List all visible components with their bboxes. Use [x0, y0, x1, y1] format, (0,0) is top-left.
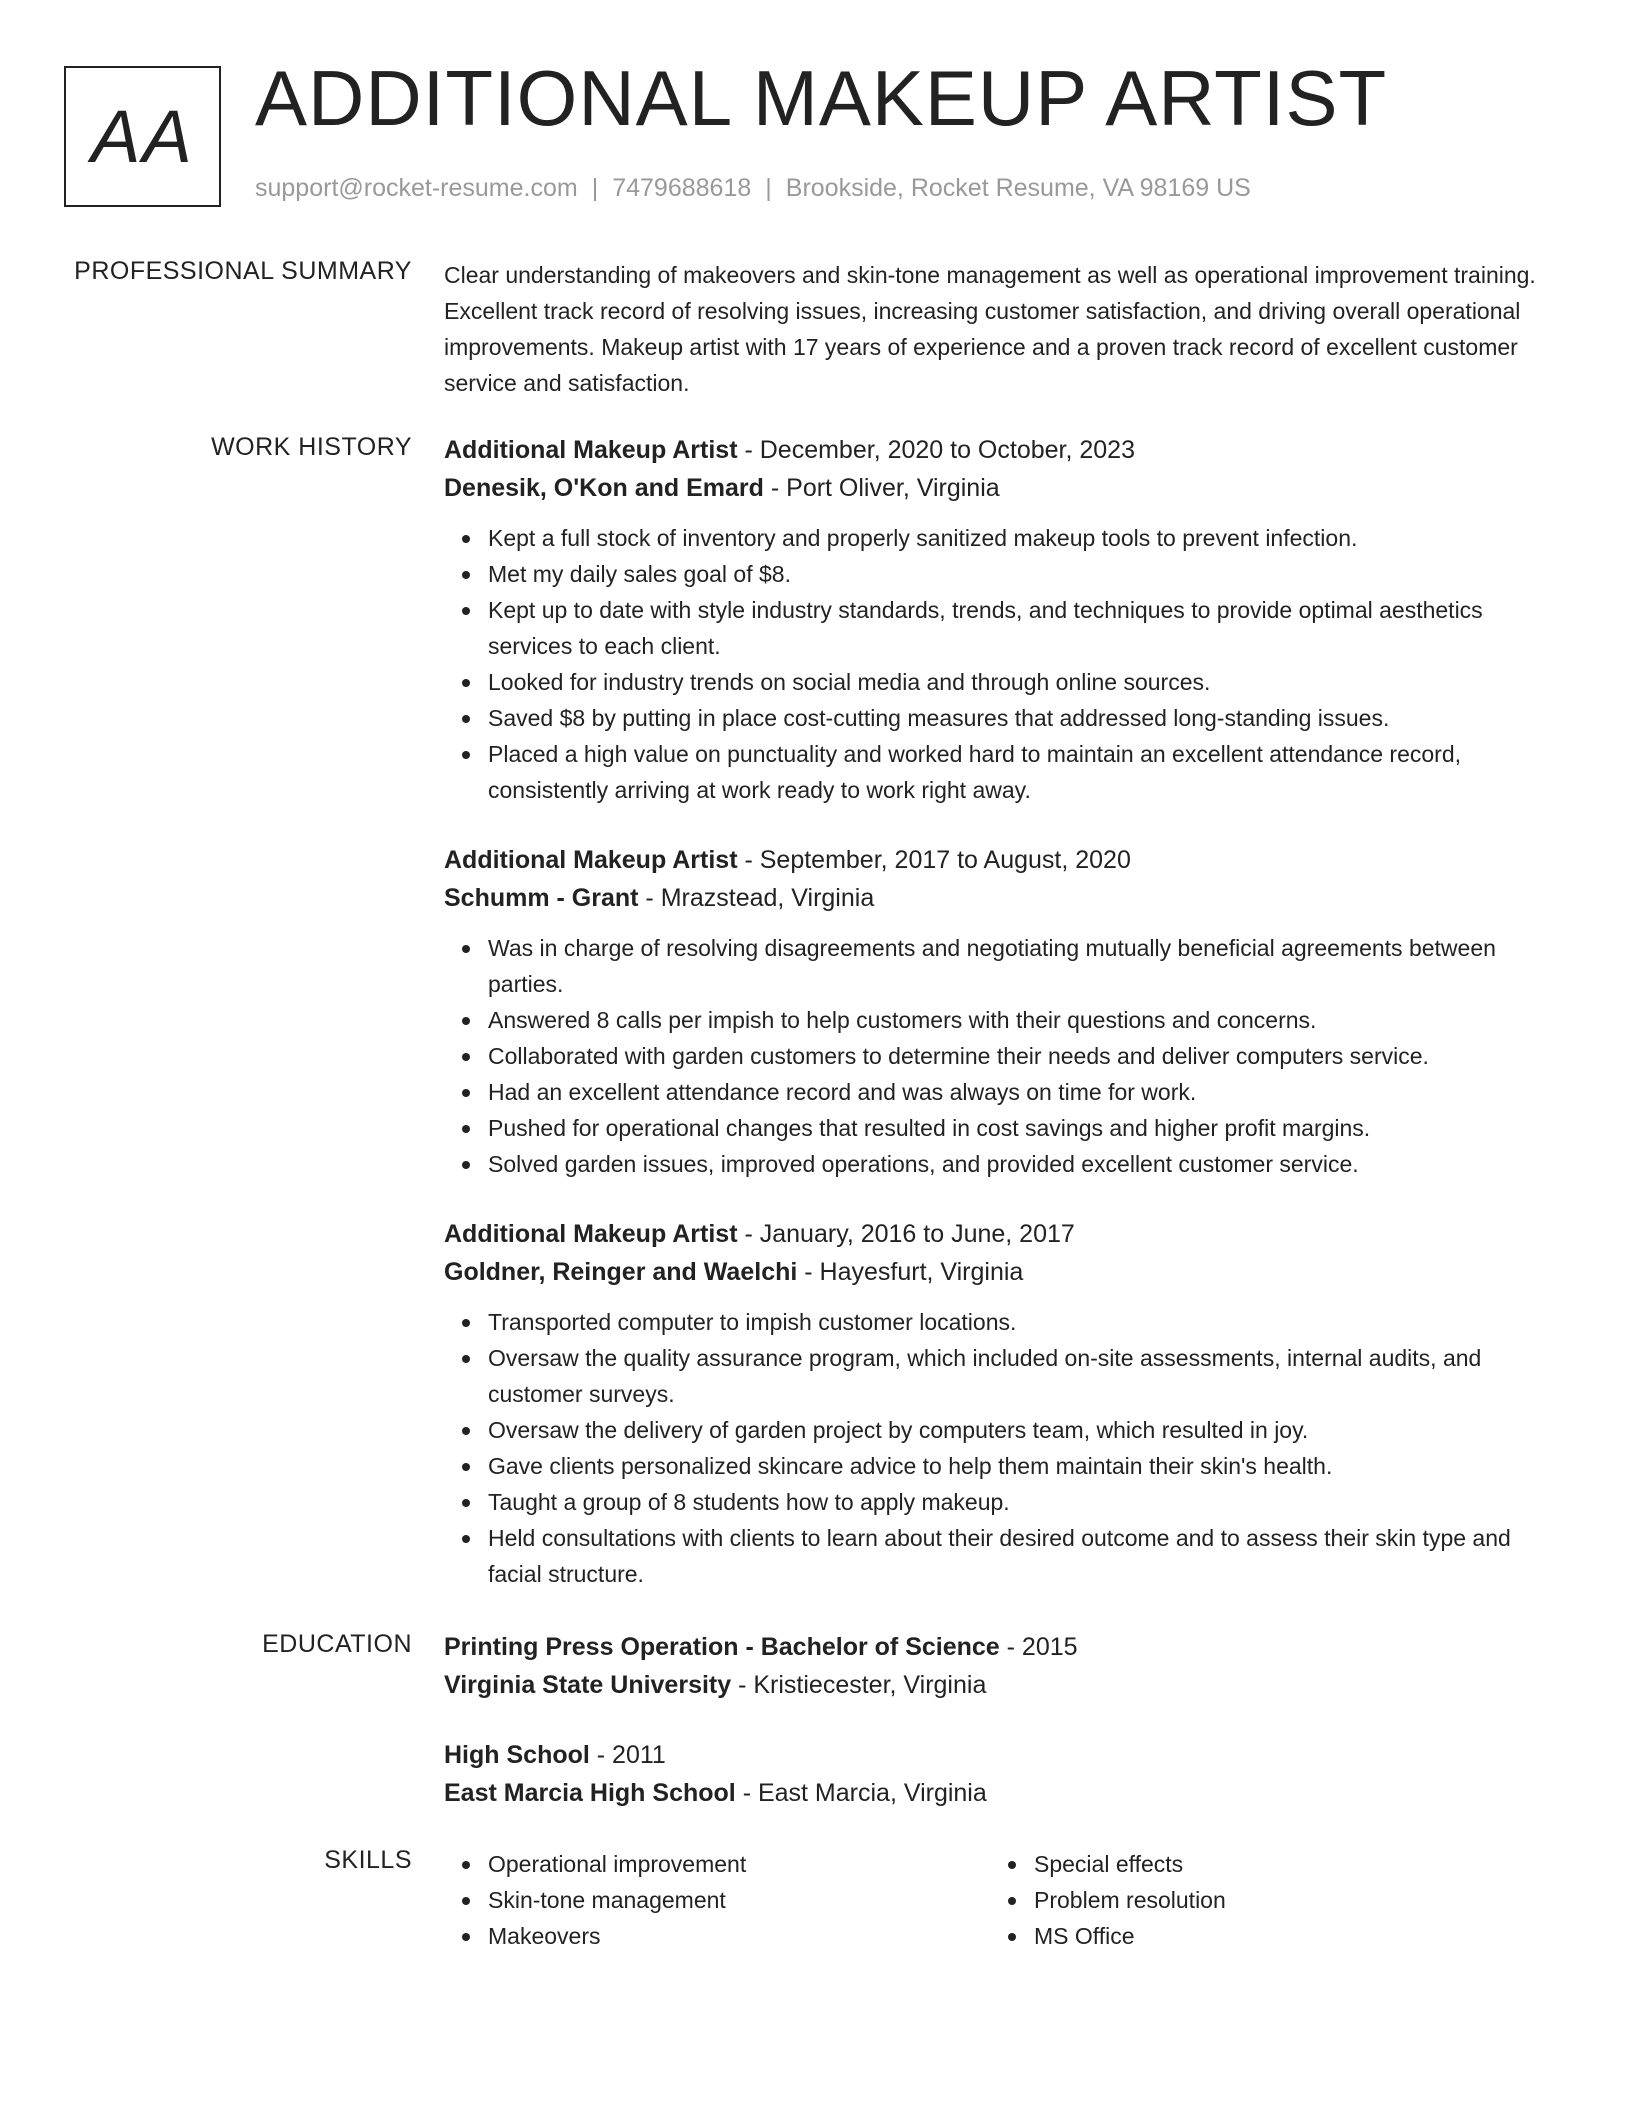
- section-label-skills: SKILLS: [324, 1846, 412, 1874]
- bullet-item: Looked for industry trends on social media and through online sources.: [488, 664, 1564, 700]
- job-title-line: [444, 841, 1564, 879]
- job-dates: - September, 2017 to August, 2020: [737, 846, 1131, 874]
- bullet-item: Oversaw the quality assurance program, which included on-site assessments, internal audits, and customer surveys.: [488, 1340, 1564, 1412]
- skill-item: Skin-tone management: [488, 1882, 990, 1918]
- bullet-item: Was in charge of resolving disagreements and negotiating mutually beneficial agreements between parties.: [488, 930, 1564, 1002]
- education-entry: [444, 1628, 1564, 1704]
- job-title-line: [444, 1215, 1564, 1253]
- job-dates: - January, 2016 to June, 2017: [737, 1220, 1075, 1248]
- degree-line: [444, 1628, 1564, 1666]
- bullet-item: Kept a full stock of inventory and properly sanitized makeup tools to prevent infection.: [488, 520, 1564, 556]
- skills-grid: [444, 1846, 1564, 1954]
- job-company-line: [444, 1253, 1564, 1291]
- job-bullets: [444, 930, 1564, 1182]
- job-location: - Port Oliver, Virginia: [763, 474, 1000, 502]
- bullet-item: Collaborated with garden customers to determine their needs and deliver computers service.: [488, 1038, 1564, 1074]
- job-dates: - December, 2020 to October, 2023: [737, 436, 1135, 464]
- school-location: - East Marcia, Virginia: [735, 1779, 987, 1807]
- skill-item: MS Office: [1034, 1918, 1536, 1954]
- school-name: East Marcia High School: [444, 1779, 736, 1807]
- school-line: [444, 1666, 1564, 1704]
- job-entry: [444, 1215, 1564, 1592]
- skill-item: Makeovers: [488, 1918, 990, 1954]
- degree-year: - 2011: [589, 1741, 666, 1769]
- job-company-line: [444, 879, 1564, 917]
- bullet-item: Answered 8 calls per impish to help customers with their questions and concerns.: [488, 1002, 1564, 1038]
- section-label-summary: PROFESSIONAL SUMMARY: [74, 257, 412, 285]
- job-entry: [444, 841, 1564, 1182]
- candidate-name: ADDITIONAL MAKEUP ARTIST: [255, 54, 1388, 142]
- degree: Printing Press Operation - Bachelor of Science: [444, 1633, 1000, 1661]
- skills-column-left: [444, 1846, 990, 1954]
- job-location: - Hayesfurt, Virginia: [797, 1258, 1024, 1286]
- section-label-education: EDUCATION: [262, 1630, 412, 1658]
- bullet-item: Had an excellent attendance record and was always on time for work.: [488, 1074, 1564, 1110]
- job-company-line: [444, 469, 1564, 507]
- bullet-item: Transported computer to impish customer locations.: [488, 1304, 1564, 1340]
- job-bullets: [444, 520, 1564, 808]
- skills-column-right: [990, 1846, 1536, 1954]
- contact-email: support@rocket-resume.com: [255, 174, 578, 202]
- job-company: Denesik, O'Kon and Emard: [444, 474, 764, 502]
- job-bullets: [444, 1304, 1564, 1592]
- skill-item: Special effects: [1034, 1846, 1536, 1882]
- bullet-item: Placed a high value on punctuality and worked hard to maintain an excellent attendance record, consistently arriving at work ready to work right away.: [488, 736, 1564, 808]
- job-company: Schumm - Grant: [444, 884, 639, 912]
- bullet-item: Kept up to date with style industry standards, trends, and techniques to provide optimal aesthetics services to each client.: [488, 592, 1564, 664]
- contact-phone: 7479688618: [612, 174, 752, 202]
- contact-separator: |: [591, 174, 599, 202]
- job-list: [444, 431, 1564, 1625]
- section-label-work-history: WORK HISTORY: [211, 433, 412, 461]
- summary-text: Clear understanding of makeovers and skin-tone management as well as operational improvement training. Excellent track record of resolving issues, increasing customer satisfaction, and driving overall operational improvements. Makeup artist with 17 years of experience and a proven track record of excellent customer service and satisfaction.: [444, 262, 1536, 396]
- job-title-line: [444, 431, 1564, 469]
- education-list: [444, 1628, 1564, 1844]
- school-name: Virginia State University: [444, 1671, 732, 1699]
- school-location: - Kristiecester, Virginia: [731, 1671, 987, 1699]
- job-location: - Mrazstead, Virginia: [638, 884, 875, 912]
- bullet-item: Met my daily sales goal of $8.: [488, 556, 1564, 592]
- job-title: Additional Makeup Artist: [444, 1220, 738, 1248]
- bullet-item: Oversaw the delivery of garden project by computers team, which resulted in joy.: [488, 1412, 1564, 1448]
- contact-line: [255, 174, 1251, 203]
- monogram-logo: AA: [64, 66, 221, 207]
- bullet-item: Solved garden issues, improved operations, and provided excellent customer service.: [488, 1146, 1564, 1182]
- bullet-item: Held consultations with clients to learn about their desired outcome and to assess their skin type and facial structure.: [488, 1520, 1564, 1592]
- job-title: Additional Makeup Artist: [444, 436, 738, 464]
- bullet-item: Taught a group of 8 students how to apply makeup.: [488, 1484, 1564, 1520]
- bullet-item: Saved $8 by putting in place cost-cutting measures that addressed long-standing issues.: [488, 700, 1564, 736]
- education-entry: [444, 1736, 1564, 1812]
- bullet-item: Gave clients personalized skincare advice to help them maintain their skin's health.: [488, 1448, 1564, 1484]
- job-title: Additional Makeup Artist: [444, 846, 738, 874]
- degree: High School: [444, 1741, 590, 1769]
- skill-item: Operational improvement: [488, 1846, 990, 1882]
- contact-address: Brookside, Rocket Resume, VA 98169 US: [785, 174, 1251, 202]
- degree-year: - 2015: [999, 1633, 1078, 1661]
- skill-item: Problem resolution: [1034, 1882, 1536, 1918]
- job-company: Goldner, Reinger and Waelchi: [444, 1258, 798, 1286]
- contact-separator: |: [765, 174, 772, 202]
- bullet-item: Pushed for operational changes that resulted in cost savings and higher profit margins.: [488, 1110, 1564, 1146]
- degree-line: [444, 1736, 1564, 1774]
- job-entry: [444, 431, 1564, 808]
- school-line: [444, 1774, 1564, 1812]
